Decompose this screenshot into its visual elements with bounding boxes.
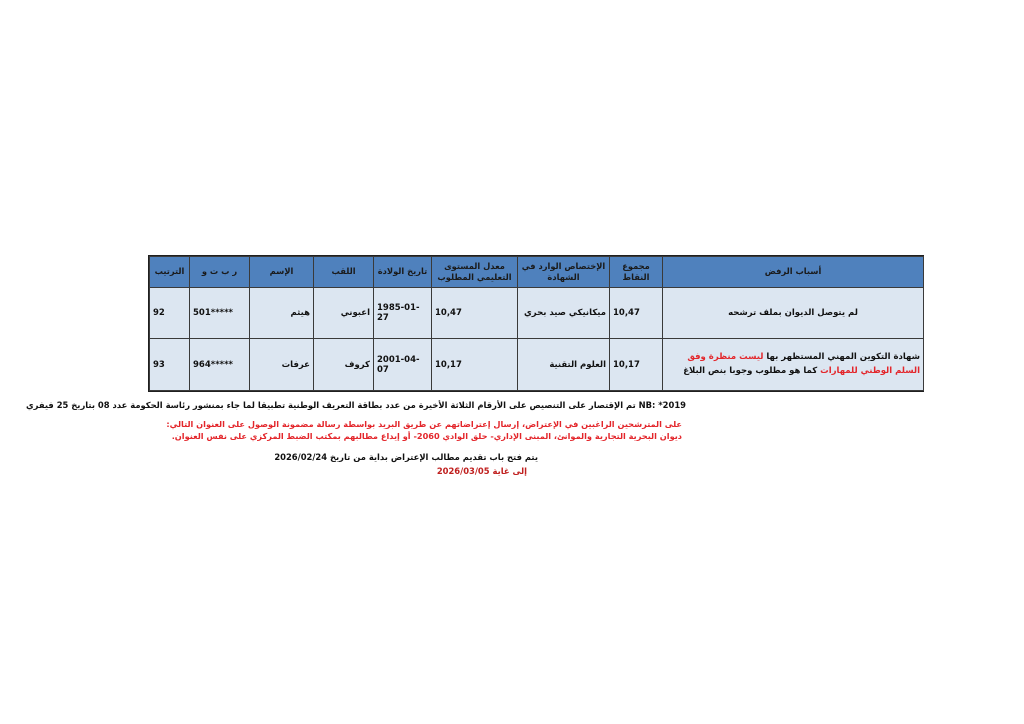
cell-specialty: ميكانيكي صيد بحري (518, 288, 610, 339)
rejected-candidates-table-wrapper (148, 255, 924, 392)
cell-reason: لم يتوصل الديوان بملف ترشحه (663, 288, 924, 339)
header-rank: الترتيب (150, 257, 190, 288)
header-birth-date: تاريخ الولادة (374, 257, 432, 288)
cell-birth-date: 2001-04-07 (374, 339, 432, 391)
table-row (150, 339, 924, 391)
cell-rank: 93 (150, 339, 190, 391)
cell-average: 10,47 (432, 288, 518, 339)
objection-instructions: على المترشحين الراغبين في الإعتراض، إرسال إعتراضاتهم عن طريق البريد بواسطة رسالة مضمونة الوصول على العنوان التالي: ديوان البحرية التجارية والموانئ، المبنى الإداري- حلق الوادي 2060- أو إيداع مطالبهم بمكتب الضبط المركزي على نفس العنوان. (166, 419, 682, 441)
table-row (150, 288, 924, 339)
rejected-candidates-table (149, 256, 924, 391)
table-header-row (150, 257, 924, 288)
header-specialty: الإختصاص الوارد في الشهادة (518, 257, 610, 288)
header-average: معدل المستوى التعليمي المطلوب (432, 257, 518, 288)
objection-period-intro: يتم فتح باب تقديم مطالب الإعتراض بداية من تاريخ 2026/02/24 (274, 452, 538, 462)
objection-period-end: إلى غاية 2026/03/05 (436, 466, 527, 476)
cell-birth-date: 1985-01-27 (374, 288, 432, 339)
cell-surname: اعبوني (314, 288, 374, 339)
cell-first-name: عرفات (250, 339, 314, 391)
reason-text-part3: كما هو مطلوب وجوبا بنص البلاغ (683, 365, 821, 376)
cell-first-name: هيثم (250, 288, 314, 339)
header-points-total: مجموع النقاط (610, 257, 663, 288)
reason-text-part1: شهادة التكوين المهني المستظهر بها (763, 351, 920, 362)
cell-rank: 92 (150, 288, 190, 339)
cell-specialty: العلوم التقنية (518, 339, 610, 391)
reason-text-highlight: ليست منظرة وفق السلم الوطني للمهارات (687, 351, 920, 376)
header-surname: اللقب (314, 257, 374, 288)
cell-points: 10,47 (610, 288, 663, 339)
cell-surname: كروف (314, 339, 374, 391)
header-first-name: الإسم (250, 257, 314, 288)
header-reasons: أسباب الرفض (663, 257, 924, 288)
cell-id-number: 501***** (190, 288, 250, 339)
cell-reason (663, 339, 924, 391)
cell-id-number: 964***** (190, 339, 250, 391)
header-id-number: ر ب ت و (190, 257, 250, 288)
cell-points: 10,17 (610, 339, 663, 391)
nb-note: NB: *2019 تم الإقتصار على التنصيص على الأرقام الثلاثة الأخيرة من عدد بطاقة التعريف الوطنية تطبيقا لما جاء بمنشور رئاسة الحكومة عدد 08 بتاريخ 25 فيفري (25, 400, 686, 410)
cell-average: 10,17 (432, 339, 518, 391)
